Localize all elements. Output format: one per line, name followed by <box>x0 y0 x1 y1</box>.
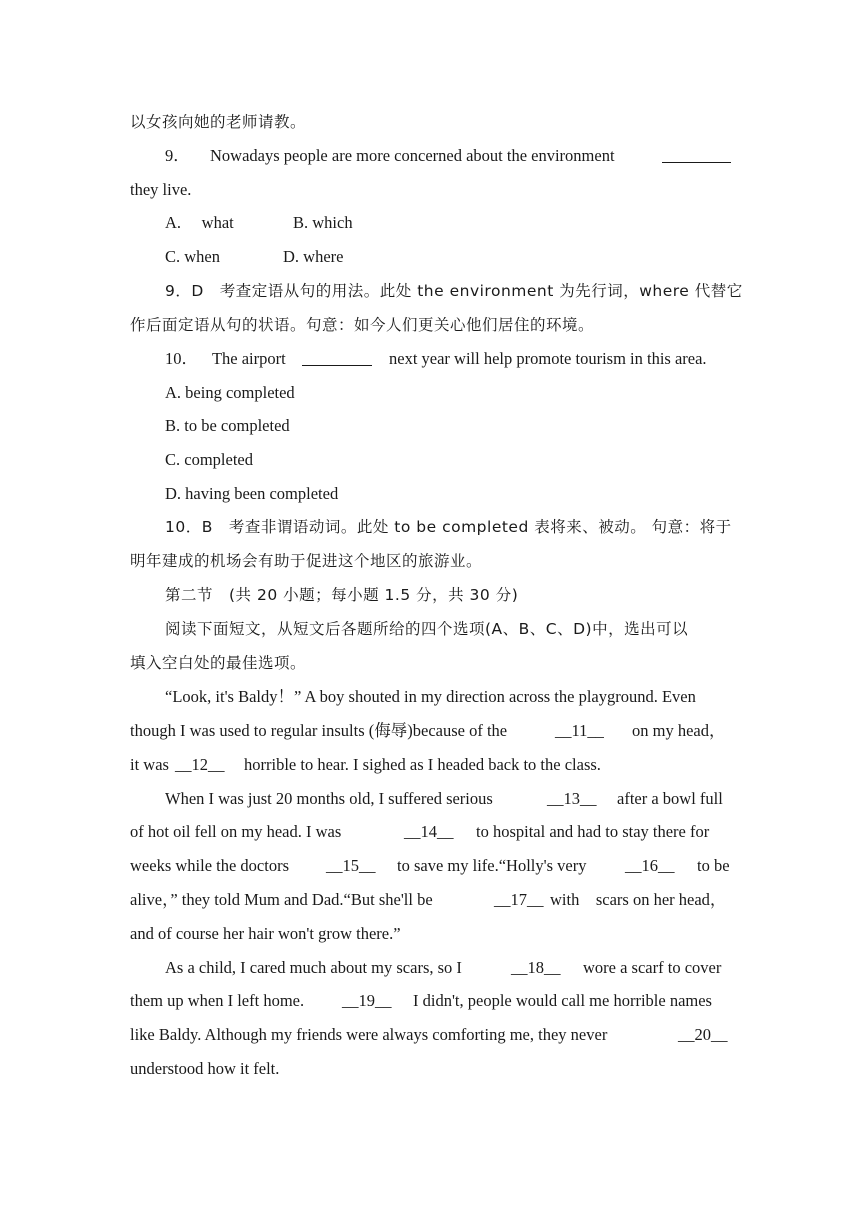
passage-p3-line1b: wore a scarf to cover <box>583 958 722 977</box>
blank-14: __14__ <box>404 822 454 841</box>
blank-19: __19__ <box>342 991 392 1010</box>
section-2-instructions: 阅读下面短文，从短文后各题所给的四个选项(A、B、C、D)中，选出可以 <box>165 620 689 638</box>
passage-p2-line2a: of hot oil fell on my head. I was <box>130 822 342 841</box>
question-9-option-a: A. what <box>165 213 234 232</box>
blank-20: __20__ <box>678 1025 728 1044</box>
question-10-option-d: D. having been completed <box>165 484 339 503</box>
passage-p3-line4: understood how it felt. <box>130 1059 280 1078</box>
passage-p2-line1a: When I was just 20 months old, I suffered serious <box>165 789 493 808</box>
passage-p2-line4b: with scars on her head， <box>550 890 727 909</box>
blank-11: __11__ <box>555 721 604 740</box>
question-10-number: 10． <box>165 349 198 368</box>
section-2-instructions-cont: 填入空白处的最佳选项。 <box>130 654 307 672</box>
question-9-option-d: D. where <box>283 247 344 266</box>
section-2-heading: 第二节 (共 20 小题；每小题 1.5 分，共 30 分) <box>165 586 519 604</box>
passage-p2-line2b: to hospital and had to stay there for <box>476 822 710 841</box>
question-10-option-b: B. to be completed <box>165 416 290 435</box>
answer-10-explanation: 10．B 考查非谓语动词。此处 to be completed 表将来、被动。 句意：将于 <box>165 518 732 536</box>
question-9-text: Nowadays people are more concerned about the environment <box>210 146 615 165</box>
passage-p1-line3b: horrible to hear. I sighed as I headed back to the class. <box>244 755 601 774</box>
passage-p2-line3b: to save my life.“Holly's very <box>397 856 587 875</box>
passage-p1-line2a: though I was used to regular insults (侮辱)because of the <box>130 721 508 740</box>
blank-15: __15__ <box>326 856 376 875</box>
passage-p1-line2b: on my head， <box>632 721 726 740</box>
blank-12: __12__ <box>175 755 225 774</box>
answer-8-tail: 以女孩向她的老师请教。 <box>130 113 307 131</box>
answer-9-translation: 作后面定语从句的状语。句意：如今人们更关心他们居住的环境。 <box>130 316 595 334</box>
passage-p3-line2a: them up when I left home. <box>130 991 305 1010</box>
question-9-option-c: C. when <box>165 247 220 266</box>
blank-16: __16__ <box>625 856 675 875</box>
blank-17: __17__ <box>494 890 544 909</box>
question-10-option-a: A. being completed <box>165 383 295 402</box>
question-10-blank <box>302 350 372 366</box>
question-10-option-c: C. completed <box>165 450 253 469</box>
passage-p3-line3a: like Baldy. Although my friends were always comforting me, they never <box>130 1025 608 1044</box>
answer-9-explanation: 9．D 考查定语从句的用法。此处 the environment 为先行词，where 代替它 <box>165 282 743 300</box>
passage-p2-line4a: alive，” they told Mum and Dad.“But she'll be <box>130 890 433 909</box>
question-10 <box>165 349 286 369</box>
blank-13: __13__ <box>547 789 597 808</box>
passage-p3-line1a: As a child, I cared much about my scars, so I <box>165 958 462 977</box>
passage-p2-line1b: after a bowl full <box>617 789 723 808</box>
passage-p1-line1: “Look, it's Baldy！” A boy shouted in my direction across the playground. Even <box>165 687 696 706</box>
question-10-text-post: next year will help promote tourism in this area. <box>389 349 707 368</box>
question-9 <box>165 146 615 166</box>
question-9-option-b: B. which <box>293 213 353 232</box>
answer-10-translation: 明年建成的机场会有助于促进这个地区的旅游业。 <box>130 552 483 570</box>
passage-p2-line3a: weeks while the doctors <box>130 856 289 875</box>
passage-p2-line5: and of course her hair won't grow there.” <box>130 924 401 943</box>
passage-p3-line2b: I didn't, people would call me horrible names <box>413 991 712 1010</box>
question-9-blank <box>662 147 731 163</box>
question-9-number: 9． <box>165 146 190 165</box>
passage-p1-line3a: it was <box>130 755 169 774</box>
question-9-continuation: they live. <box>130 180 192 199</box>
question-10-text-pre: The airport <box>211 349 286 368</box>
passage-p2-line3c: to be <box>697 856 730 875</box>
blank-18: __18__ <box>511 958 561 977</box>
